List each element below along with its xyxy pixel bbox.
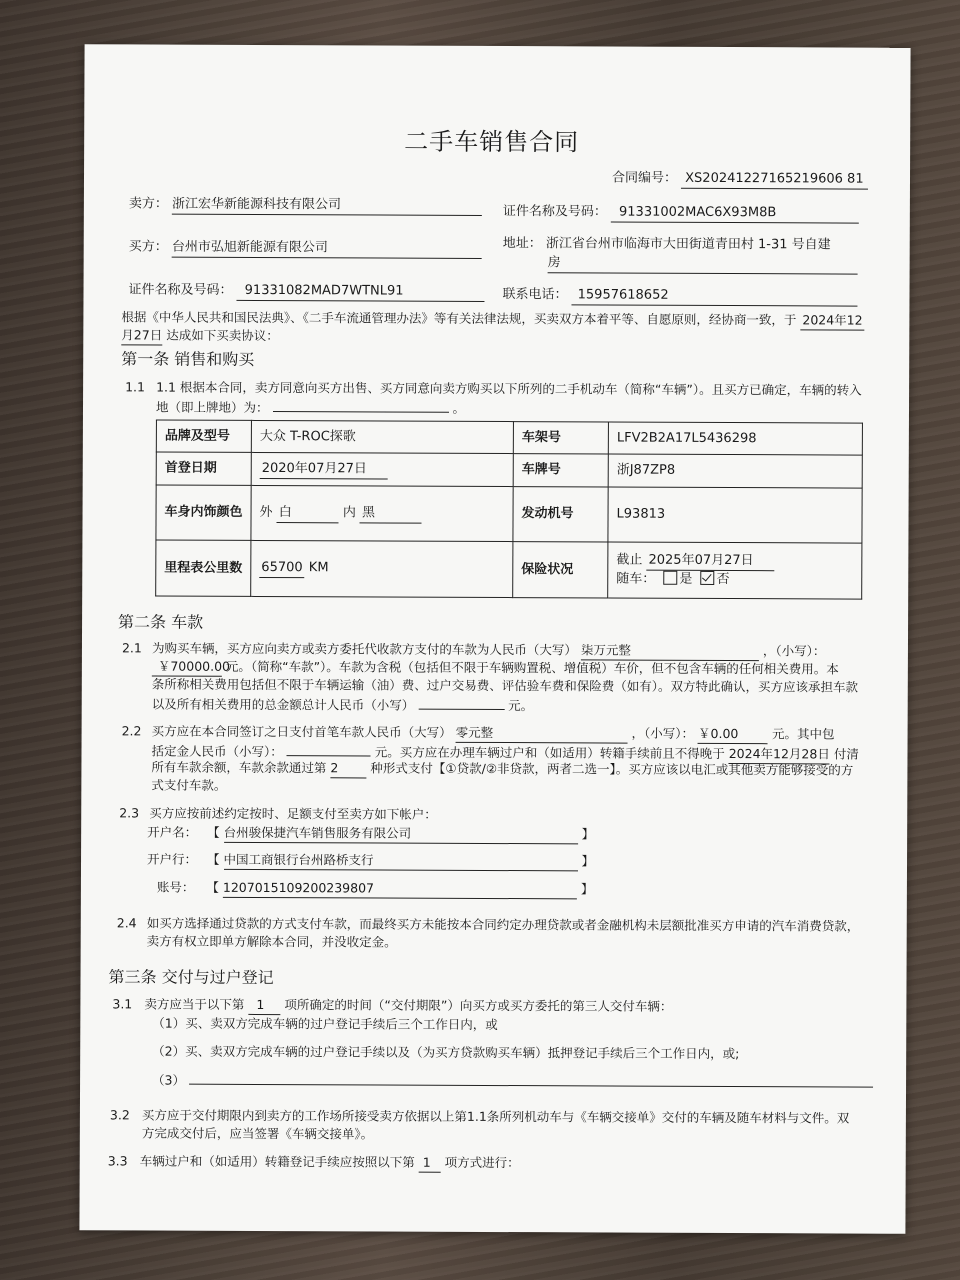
buyer-name: 台州市弘旭新能源有限公司: [172, 238, 482, 259]
table-row: [156, 540, 862, 599]
insurance-label: 保险状况: [513, 542, 608, 598]
p22-line2: 括定金人民币（小写）： 元。买方应在办理车辆过户和（如适用）转籍手续前且不得晚于 2024年12月28日 付清: [151, 741, 858, 765]
p22-date: 2024年12月28日: [729, 745, 830, 764]
p33-option: 1: [419, 1154, 441, 1173]
yes-checkbox[interactable]: [663, 571, 677, 585]
vin-value: LFV2B2A17L5436298: [608, 422, 862, 455]
p23-text: 买方应按前述约定按时、足额支付至卖方如下帐户：: [149, 805, 437, 822]
color-cell: [251, 485, 513, 541]
p31-num: 3.1: [112, 996, 133, 1012]
p22-small: ￥0.00: [698, 725, 768, 744]
first-reg-label: 首登日期: [156, 452, 251, 485]
buyer-id-label: 证件名称及号码：: [128, 282, 233, 298]
account-name-row: 开户名： 【 台州骏保捷汽车销售服务有限公司 】: [147, 823, 594, 844]
p22-upper: 零元整: [456, 724, 628, 744]
p22-deposit-blank: [287, 741, 371, 756]
p32-line2: 方完成交付后，应当签署《车辆交接单》。: [141, 1125, 374, 1142]
outer-color-label: 外: [259, 504, 273, 520]
p22-line3: 所有车款余额，车款余款通过第 2 种形式支付【①贷款/②非贷款，两者二选一】。买方应该以电汇或其他卖方能够接受的方: [151, 759, 854, 778]
inner-color-label: 内: [342, 504, 356, 520]
p31-option3-blank: [189, 1070, 873, 1088]
bank-row: 开户行： 【 中国工商银行台州路桥支行 】: [147, 850, 594, 871]
p21-upper: 柒万元整: [581, 641, 759, 661]
p21-num: 2.1: [121, 640, 142, 656]
art1-num: 1.1: [125, 379, 146, 395]
page-title: 二手车销售合同: [404, 127, 580, 157]
art2-heading: 第二条 车款: [118, 612, 204, 632]
engine-label: 发动机号: [513, 487, 608, 542]
address-line2: 房: [548, 253, 858, 274]
preamble-line2: 月27日 达成如下买卖协议：: [121, 326, 278, 346]
account-no-row: 账号： 【 1207015109200239807 】: [157, 879, 594, 900]
art1-heading: 第一条 销售和购买: [121, 349, 255, 369]
account-no-label: 账号：: [156, 879, 195, 895]
contract-no-label: 合同编号：: [611, 170, 678, 186]
outer-color: 白: [277, 504, 339, 523]
plate-value: 浙J87ZP8: [608, 454, 862, 488]
p32-num: 3.2: [109, 1107, 130, 1123]
contract-no-row: [612, 169, 868, 190]
mileage-label: 里程表公里数: [156, 540, 251, 596]
p24-line2: 卖方有权立即单方解除本合同，并没收定金。: [146, 933, 397, 950]
phone-label: 联系电话：: [502, 287, 568, 303]
p21-line4: 以及所有相关费用的总金额总计人民币（小写） 元。: [151, 696, 534, 714]
vin-label: 车架号: [513, 422, 608, 454]
with-car-row: [616, 571, 853, 590]
p32-line1: 买方应于交付期限内到卖方的工作场所接受卖方依据以上第1.1条所列机动车与《车辆交接单》交付的车辆及随车材料与文件。双: [141, 1107, 850, 1126]
p21-line2: ￥70000.00 元。（简称“车款”）。车款为含税（包括但不限于车辆购置税、增值税）车价，但不包含车辆的任何相关费用。本: [152, 658, 839, 680]
account-no: 1207015109200239807: [223, 879, 577, 900]
bank-label: 开户行：: [147, 851, 198, 867]
seller-name: 浙江宏华新能源科技有限公司: [172, 195, 482, 216]
plate-label: 车牌号: [513, 454, 608, 487]
buyer-row: [129, 237, 482, 259]
registration-place-blank: [272, 397, 448, 413]
address-line1: 浙江省台州市临海市大田街道青田村 1-31 号自建: [545, 236, 831, 253]
color-label: 车身内饰颜色: [156, 485, 251, 540]
brand-label: 品牌及型号: [156, 420, 251, 452]
table-row: [156, 420, 862, 455]
address-label: 地址：: [502, 236, 542, 252]
p22-line1: 买方应在本合同签订之日支付首笔车款人民币（大写） 零元整 ，（小写）： ￥0.00 元。其中包: [152, 723, 835, 745]
seller-label: 卖方：: [128, 196, 168, 212]
insurance-until-label: 截止: [616, 552, 643, 568]
buyer-label: 买方：: [128, 239, 168, 255]
p24-num: 2.4: [116, 915, 137, 931]
engine-value: L93813: [608, 487, 862, 543]
first-reg-cell: [251, 452, 513, 486]
buyer-id-row: [128, 280, 484, 302]
p21-line1: 为购买车辆，买方应向卖方或卖方委托代收款方支付的车款为人民币（大写） 柒万元整 ，（小写）：: [152, 640, 826, 662]
inner-color: 黑: [360, 504, 422, 523]
p31-line: 卖方应当于以下第 1 项所确定的时间（“交付期限”）向买方或买方委托的第三人交付车辆：: [144, 996, 673, 1014]
yes-label: 是: [679, 571, 693, 587]
art1-text-line1: 1.1 根据本合同，卖方同意向买方出售、买方同意向卖方购买以下所列的二手机动车（简称“车辆”）。且买方已确定，车辆的转入: [156, 379, 862, 398]
insurance-cell: [608, 542, 862, 599]
bank-name: 中国工商银行台州路桥支行: [223, 851, 577, 872]
brand-value: 大众 T-ROC探歌: [251, 420, 513, 453]
account-name-label: 开户名：: [147, 824, 198, 840]
mileage-cell: [251, 540, 513, 597]
art1-text-line2: 地（即上牌地）为： 。: [156, 397, 465, 418]
p31-option: 1: [248, 996, 280, 1015]
preamble-line1: 根据《中华人民共和国民法典》、《二手车流通管理办法》等有关法律法规，买卖双方本着平等、自愿原则，经协商一致，于 2024年12: [121, 308, 864, 330]
mileage-value: 65700: [259, 559, 304, 578]
insurance-until: 2025年07月27日: [646, 552, 774, 572]
phone-row: [502, 285, 857, 307]
preamble-date-b: 月27日: [121, 326, 162, 345]
p33-num: 3.3: [107, 1153, 128, 1169]
contract-paper: [79, 44, 910, 1234]
preamble-date-a: 2024年12: [800, 311, 864, 330]
p22-line4: 式支付车款。: [151, 777, 227, 793]
seller-id: 91331002MAC6X93M8B: [611, 203, 859, 224]
vehicle-table: [155, 420, 863, 600]
p21-small: ￥70000.00: [152, 658, 222, 677]
buyer-id: 91331082MAD7WTNL91: [237, 281, 485, 302]
p22-num: 2.2: [121, 723, 142, 739]
seller-id-row: [503, 202, 859, 224]
phone: 15957618652: [572, 285, 858, 306]
p21-line3: 条所称相关费用包括但不限于车辆运输（油）费、过户交易费、评估验车费和保险费（如有）。双方特此确认，买方应该承担车款: [151, 676, 859, 695]
address-row: [503, 234, 831, 254]
p22-option: 2: [330, 759, 366, 778]
seller-id-label: 证件名称及号码：: [502, 204, 607, 220]
mileage-unit: KM: [308, 560, 329, 576]
no-checkbox[interactable]: [701, 571, 715, 585]
table-row: [156, 485, 862, 543]
p31-option2: （2）买、卖双方完成车辆的过户登记手续以及（为买方贷款购买车辆）抵押登记手续后三个工作日内，或;: [152, 1043, 740, 1062]
p21-total-blank: [418, 695, 504, 710]
contract-no: XS20241227165219606 81: [681, 169, 868, 190]
with-car-label: 随车：: [616, 571, 656, 587]
p23-num: 2.3: [119, 805, 140, 821]
seller-row: [129, 194, 482, 216]
insurance-until-row: [616, 552, 853, 572]
no-label: 否: [716, 571, 730, 588]
art3-heading: 第三条 交付与过户登记: [108, 967, 274, 988]
p24-line1: 如买方选择通过贷款的方式支付车款，而最终买方未能按本合同约定办理贷款或者金融机构未层额批准买方申请的汽车消费贷款，: [146, 915, 860, 934]
p33-line: 车辆过户和（如适用）转籍登记手续应按照以下第 1 项方式进行：: [140, 1152, 520, 1173]
table-row: [156, 452, 862, 488]
p31-option1: （1）买、卖双方完成车辆的过户登记手续后三个工作日内，或: [152, 1015, 498, 1033]
p31-option3: （3）: [152, 1070, 873, 1093]
account-name: 台州骏保捷汽车销售服务有限公司: [224, 824, 578, 845]
first-reg-value: 2020年07月27日: [260, 459, 388, 479]
